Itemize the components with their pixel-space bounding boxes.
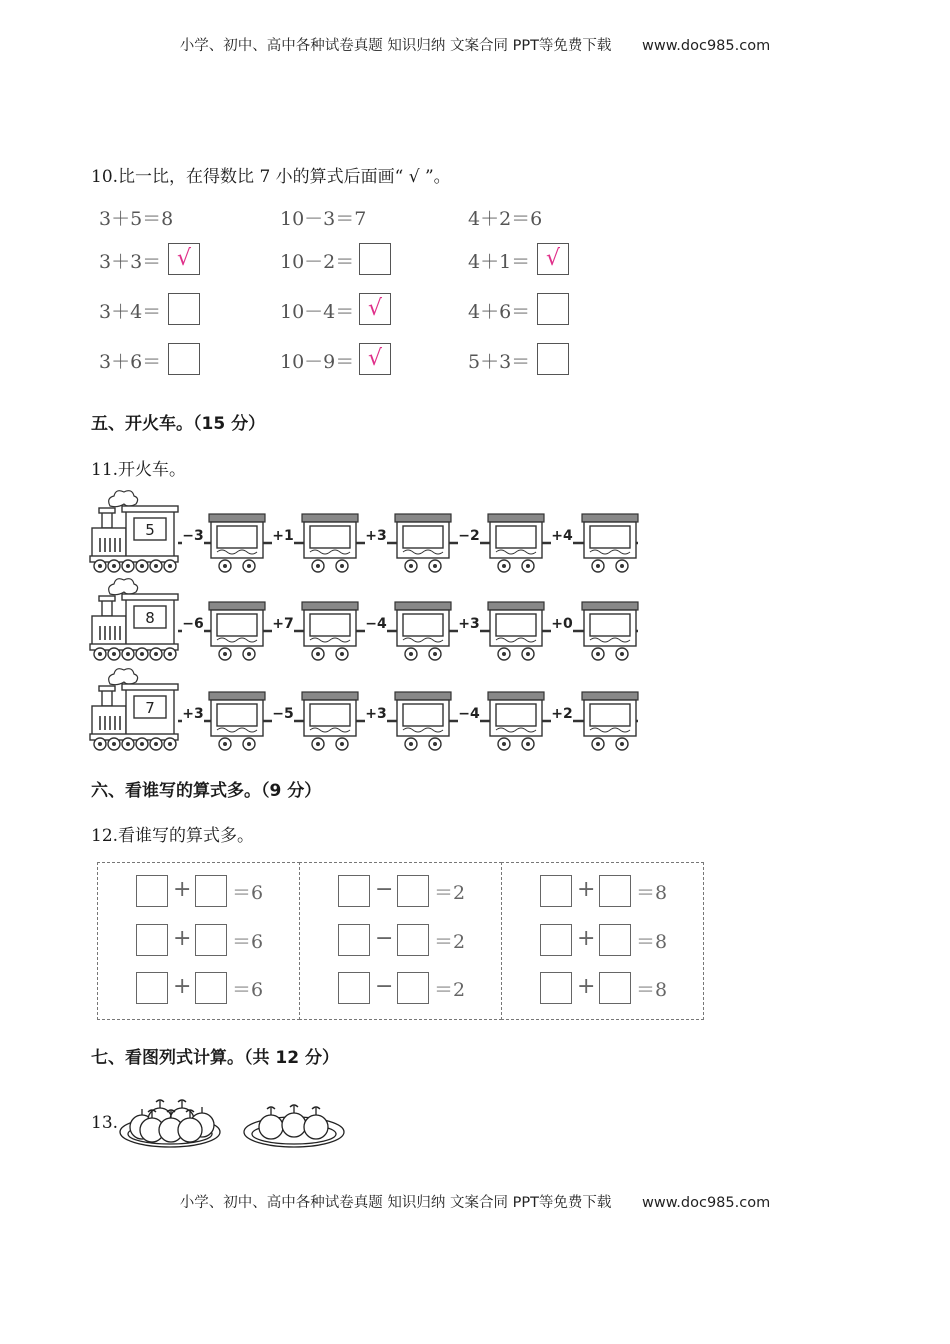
equation-result: ＝8: [636, 882, 668, 904]
answer-box: [590, 526, 630, 548]
cab-roof: [122, 506, 178, 512]
q10-example-2: 10－3＝7: [280, 208, 367, 230]
car-roof: [302, 692, 358, 700]
car-roof: [582, 692, 638, 700]
q12-prompt: 12.看谁写的算式多。: [91, 826, 255, 846]
equation-result: ＝2: [434, 979, 466, 1001]
plus-sign: +: [173, 877, 192, 902]
answer-box[interactable]: [540, 924, 572, 956]
equation-result: ＝8: [636, 931, 668, 953]
equation-row: [502, 924, 703, 960]
equation-result: ＝6: [232, 882, 264, 904]
start-number: 5: [145, 521, 155, 539]
operation-label: −3: [182, 528, 204, 544]
q10-item-expr: 3＋6＝: [99, 351, 162, 373]
check-mark-icon: [538, 344, 568, 374]
answer-box: [403, 704, 443, 726]
plus-sign: +: [173, 974, 192, 999]
engine-body: [92, 616, 126, 646]
footer-text: 小学、初中、高中各种试卷真题 知识归纳 文案合同 PPT等免费下载: [179, 1195, 612, 1211]
operation-label: +1: [272, 528, 294, 544]
answer-box[interactable]: [195, 875, 227, 907]
answer-box[interactable]: [136, 875, 168, 907]
q10-answer-box[interactable]: [359, 293, 391, 325]
answer-box: [217, 526, 257, 548]
answer-box[interactable]: [599, 972, 631, 1004]
page-footer: [0, 1191, 950, 1212]
q10-item-expr: 10－9＝: [280, 351, 355, 373]
operation-label: −5: [272, 706, 294, 722]
q10-answer-box[interactable]: [168, 293, 200, 325]
equation-result: ＝6: [232, 931, 264, 953]
smoke-icon: [109, 669, 138, 685]
q10-example-1: 3＋5＝8: [99, 208, 174, 230]
start-number: 8: [145, 609, 155, 627]
operation-label: +4: [551, 528, 573, 544]
answer-box: [310, 614, 350, 636]
answer-box: [496, 704, 536, 726]
answer-box[interactable]: [338, 972, 370, 1004]
equation-row: [98, 875, 299, 911]
q10-answer-box[interactable]: [537, 343, 569, 375]
equation-row: [300, 924, 501, 960]
q10-item-expr: 10－4＝: [280, 301, 355, 323]
check-mark-icon: [360, 244, 390, 274]
q12-panel-3: [501, 862, 704, 1020]
section-6-title: 六、看谁写的算式多。（9 分）: [91, 781, 322, 801]
check-mark-icon: [538, 294, 568, 324]
cab-roof: [122, 594, 178, 600]
cab-roof: [122, 684, 178, 690]
smoke-icon: [109, 491, 138, 507]
car-roof: [209, 692, 265, 700]
operation-label: −6: [182, 616, 204, 632]
operation-label: −2: [458, 528, 480, 544]
answer-box[interactable]: [195, 972, 227, 1004]
check-mark-icon: √: [176, 246, 192, 271]
equation-row: [300, 972, 501, 1008]
train-row: [90, 491, 638, 572]
q12-panel-1: [97, 862, 300, 1020]
q12-panel-2: [299, 862, 502, 1020]
q10-item-expr: 3＋3＝: [99, 251, 162, 273]
minus-sign: −: [375, 974, 394, 999]
operation-label: +7: [272, 616, 294, 632]
q10-answer-box[interactable]: [359, 243, 391, 275]
operation-label: +0: [551, 616, 573, 632]
answer-box[interactable]: [540, 875, 572, 907]
answer-box[interactable]: [195, 924, 227, 956]
q10-example-3: 4＋2＝6: [468, 208, 543, 230]
check-mark-icon: √: [545, 246, 561, 271]
answer-box[interactable]: [338, 924, 370, 956]
plus-sign: +: [577, 974, 596, 999]
q10-item-expr: 5＋3＝: [468, 351, 531, 373]
plus-sign: +: [173, 926, 192, 951]
answer-box[interactable]: [540, 972, 572, 1004]
q10-item-expr: 4＋6＝: [468, 301, 531, 323]
equation-row: [98, 924, 299, 960]
answer-box: [590, 614, 630, 636]
equation-result: ＝8: [636, 979, 668, 1001]
answer-box: [496, 614, 536, 636]
answer-box[interactable]: [599, 875, 631, 907]
answer-box[interactable]: [397, 972, 429, 1004]
q10-item-expr: 10－2＝: [280, 251, 355, 273]
minus-sign: −: [375, 877, 394, 902]
answer-box: [496, 526, 536, 548]
page-header: [0, 34, 950, 55]
check-mark-icon: [169, 294, 199, 324]
car-roof: [395, 692, 451, 700]
car-roof: [395, 602, 451, 610]
apple-plates-image: [116, 1094, 348, 1156]
answer-box[interactable]: [397, 924, 429, 956]
answer-box: [310, 704, 350, 726]
car-roof: [582, 514, 638, 522]
operation-label: +3: [458, 616, 480, 632]
answer-box[interactable]: [136, 972, 168, 1004]
operation-label: −4: [458, 706, 480, 722]
engine-body: [92, 706, 126, 736]
answer-box[interactable]: [397, 875, 429, 907]
footer-url[interactable]: www.doc985.com: [642, 1195, 771, 1211]
train-diagram: [88, 488, 648, 756]
q13-label: 13.: [91, 1113, 119, 1133]
header-url[interactable]: www.doc985.com: [642, 38, 771, 54]
plus-sign: +: [577, 926, 596, 951]
car-roof: [209, 514, 265, 522]
train-row: [90, 669, 638, 750]
equation-row: [502, 875, 703, 911]
answer-box: [590, 704, 630, 726]
car-roof: [302, 602, 358, 610]
equation-row: [502, 972, 703, 1008]
q10-answer-box[interactable]: [537, 293, 569, 325]
answer-box: [217, 614, 257, 636]
q10-item-expr: 4＋1＝: [468, 251, 531, 273]
car-roof: [209, 602, 265, 610]
equation-result: ＝2: [434, 931, 466, 953]
operation-label: +3: [365, 528, 387, 544]
equation-result: ＝2: [434, 882, 466, 904]
car-roof: [395, 514, 451, 522]
car-roof: [488, 602, 544, 610]
q10-answer-box[interactable]: [168, 243, 200, 275]
answer-box[interactable]: [136, 924, 168, 956]
q10-answer-box[interactable]: [359, 343, 391, 375]
car-roof: [488, 692, 544, 700]
q11-prompt: 11.开火车。: [91, 460, 187, 480]
answer-box[interactable]: [599, 924, 631, 956]
operation-label: +2: [551, 706, 573, 722]
answer-box: [310, 526, 350, 548]
q10-answer-box[interactable]: [537, 243, 569, 275]
answer-box: [403, 526, 443, 548]
plus-sign: +: [577, 877, 596, 902]
check-mark-icon: √: [367, 296, 383, 321]
answer-box: [403, 614, 443, 636]
check-mark-icon: √: [367, 346, 383, 371]
check-mark-icon: [169, 344, 199, 374]
train-row: [90, 579, 638, 660]
q10-item-expr: 3＋4＝: [99, 301, 162, 323]
equation-row: [300, 875, 501, 911]
equation-result: ＝6: [232, 979, 264, 1001]
minus-sign: −: [375, 926, 394, 951]
operation-label: +3: [365, 706, 387, 722]
section-7-title: 七、看图列式计算。（共 12 分）: [91, 1048, 339, 1068]
smoke-icon: [109, 579, 138, 595]
section-5-title: 五、开火车。（15 分）: [91, 414, 266, 434]
equation-row: [98, 972, 299, 1008]
q10-prompt: 10.比一比，在得数比 7 小的算式后面画“ √ ”。: [91, 167, 451, 187]
car-roof: [582, 602, 638, 610]
car-roof: [488, 514, 544, 522]
start-number: 7: [145, 699, 155, 717]
car-roof: [302, 514, 358, 522]
engine-body: [92, 528, 126, 558]
q10-answer-box[interactable]: [168, 343, 200, 375]
operation-label: +3: [182, 706, 204, 722]
header-text: 小学、初中、高中各种试卷真题 知识归纳 文案合同 PPT等免费下载: [179, 38, 612, 54]
operation-label: −4: [365, 616, 387, 632]
answer-box[interactable]: [338, 875, 370, 907]
answer-box: [217, 704, 257, 726]
